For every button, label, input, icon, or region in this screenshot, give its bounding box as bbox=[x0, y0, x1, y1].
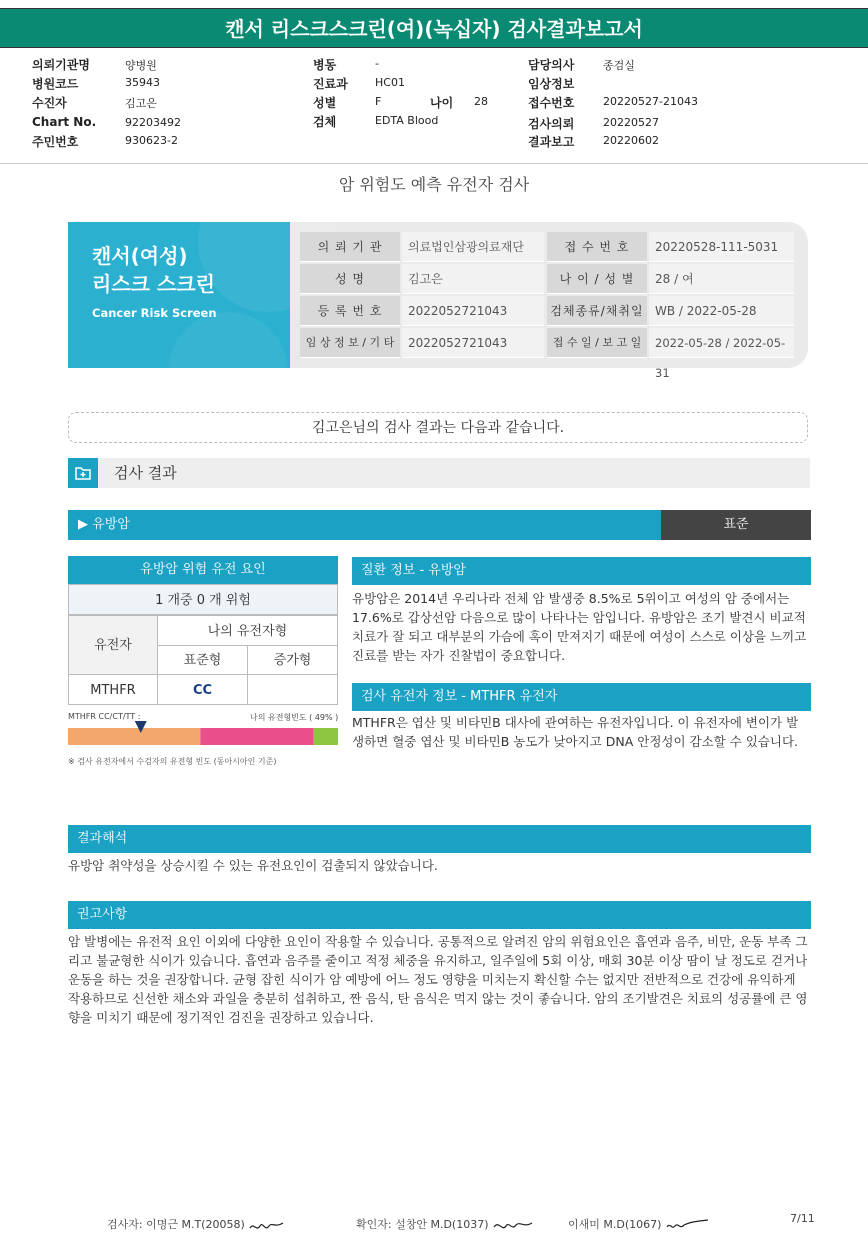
card-brand bbox=[68, 222, 290, 368]
value-hospital: 양병원 bbox=[125, 59, 157, 72]
disease-info-text: 유방암은 2014년 우리나라 전체 암 발생중 8.5%로 5위이고 여성의 암 중에서는 17.6%로 갑상선암 다음으로 많이 나타나는 암입니다. 유방암은 조기 발견시 비교적 치료가 잘 되고 대부분의 가슴에 혹이 만져지기 때문에 여성이 스스로 이상을 느끼고 진료를 받는 자가 진찰법이 중요합니다. bbox=[352, 591, 807, 663]
label-sex: 성별 bbox=[313, 96, 337, 110]
card-key: 나 이 / 성 별 bbox=[547, 264, 647, 294]
label-chart-no: Chart No. bbox=[32, 115, 97, 129]
recommendation-text: 암 발병에는 유전적 요인 이외에 다양한 요인이 작용할 수 있습니다. 공통적으로 알려진 암의 위험요인은 흡연과 음주, 비만, 운동 부족 그리고 불균형한 식이가 있습니다. 흡연과 음주를 줄이고 적정 체중을 유지하고, 일주일에 5회 이상, 매회 30분 이상 땀이 날 정도로 걷거나 운동을 하는 것을 권장합니다. 균형 잡힌 식이가 암 예방에 어느 정도 영향을 미치는지 확신할 수는 없지만 전반적으로 건강에 유익하게 작용하므로 신선한 채소와 과일을 충분히 섭취하고, 짠 음식, 탄 음식은 먹지 않는 것이 좋습니다. 암의 조기발견은 치료의 성공률에 큰 영향을 미치기 때문에 정기적인 검진을 권장하고 있습니다. bbox=[68, 934, 808, 1025]
doctor2-signature: 이새미 M.D(1067) bbox=[568, 1216, 711, 1232]
interpretation-text: 유방암 취약성을 상승시킬 수 있는 유전요인이 검출되지 않았습니다. bbox=[68, 858, 438, 873]
risk-summary: 1 개중 0 개 위험 bbox=[68, 584, 338, 615]
value-age: 28 bbox=[474, 95, 488, 108]
tester-signature: 검사자: 이명근 M.T(20058) bbox=[107, 1216, 288, 1232]
card-value: 20220528-111-5031 bbox=[649, 232, 794, 262]
report-title: 캔서 리스크스크린(여)(녹십자) 검사결과보고서 bbox=[0, 8, 868, 48]
label-clinical-info: 임상정보 bbox=[528, 77, 575, 91]
disease-info-title: 질환 정보 - 유방암 bbox=[352, 557, 811, 585]
freq-segment bbox=[200, 728, 313, 745]
freq-segment bbox=[314, 728, 338, 745]
folder-icon bbox=[68, 458, 98, 488]
freq-segment bbox=[68, 728, 200, 745]
interpretation-title: 결과해석 bbox=[68, 825, 811, 853]
page-number: 7/11 bbox=[790, 1212, 815, 1225]
value-chart-no: 92203492 bbox=[125, 116, 181, 129]
value-department: HC01 bbox=[375, 76, 405, 89]
signature-icon bbox=[665, 1218, 711, 1232]
card-value: 의료법인삼광의료재단 bbox=[402, 232, 544, 262]
card-value: 2022052721043 bbox=[402, 328, 544, 358]
card-key: 접 수 일 / 보 고 일 bbox=[547, 328, 647, 358]
gene-info-title: 검사 유전자 정보 - MTHFR 유전자 bbox=[352, 683, 811, 711]
label-ward: 병동 bbox=[313, 58, 337, 72]
freq-left-label: MTHFR CC/CT/TT : bbox=[68, 712, 141, 721]
value-hospital-code: 35943 bbox=[125, 76, 160, 89]
label-age: 나이 bbox=[430, 96, 454, 110]
label-request-date: 검사의뢰 bbox=[528, 117, 575, 131]
section-header bbox=[68, 458, 810, 488]
intro-box: 김고은님의 검사 결과는 다음과 같습니다. bbox=[68, 412, 808, 443]
gene-header: 유전자 bbox=[68, 615, 158, 675]
card-value: 28 / 여 bbox=[649, 264, 794, 294]
standard-value: CC bbox=[157, 674, 248, 705]
label-specimen: 검체 bbox=[313, 115, 337, 129]
card-value: 김고은 bbox=[402, 264, 544, 294]
page-subtitle: 암 위험도 예측 유전자 검사 bbox=[338, 175, 530, 194]
card-title: 캔서(여성) 리스크 스크린 bbox=[92, 244, 215, 296]
gene-info-text: MTHFR은 엽산 및 비타민B 대사에 관여하는 유전자입니다. 이 유전자에 변이가 발생하면 혈중 엽산 및 비타민B 농도가 낮아지고 DNA 안정성이 감소할 수 있습니다. bbox=[352, 715, 799, 749]
value-resident-no: 930623-2 bbox=[125, 134, 178, 147]
value-patient: 김고은 bbox=[125, 97, 157, 110]
label-hospital: 의뢰기관명 bbox=[32, 58, 90, 72]
label-patient: 수진자 bbox=[32, 96, 67, 110]
value-request-date: 20220527 bbox=[603, 116, 659, 129]
card-value: WB / 2022-05-28 bbox=[649, 296, 794, 326]
label-report-date: 결과보고 bbox=[528, 135, 575, 149]
section-title: 검사 결과 bbox=[114, 464, 177, 482]
card-value: 2022-05-28 / 2022-05-31 bbox=[649, 328, 794, 358]
card-key: 성 명 bbox=[300, 264, 400, 294]
gene-name: MTHFR bbox=[68, 674, 158, 705]
cancer-bar: ▶ 유방암 bbox=[68, 510, 661, 540]
freq-right-label: 나의 유전형빈도 ( 49% ) bbox=[250, 713, 339, 722]
recommendation-title: 권고사항 bbox=[68, 901, 811, 929]
genotype-header: 나의 유전자형 bbox=[157, 615, 338, 646]
label-department: 진료과 bbox=[313, 77, 348, 91]
risk-table-title: 유방암 위험 유전 요인 bbox=[68, 556, 338, 584]
card-key: 등 록 번 호 bbox=[300, 296, 400, 326]
card-key: 의 뢰 기 관 bbox=[300, 232, 400, 262]
value-ward: - bbox=[375, 57, 379, 70]
increased-header: 증가형 bbox=[247, 645, 338, 675]
value-report-date: 20220602 bbox=[603, 134, 659, 147]
value-sex: F bbox=[375, 95, 382, 108]
value-receipt-no: 20220527-21043 bbox=[603, 95, 698, 108]
signature-icon bbox=[248, 1218, 288, 1232]
freq-bar bbox=[68, 720, 338, 746]
label-receipt-no: 접수번호 bbox=[528, 96, 575, 110]
confirmer-signature: 확인자: 설창안 M.D(1037) bbox=[356, 1216, 536, 1232]
status-badge: 표준 bbox=[661, 510, 811, 540]
card-value: 2022052721043 bbox=[402, 296, 544, 326]
card-key: 접 수 번 호 bbox=[547, 232, 647, 262]
card-key: 검체종류/채취일 bbox=[547, 296, 647, 326]
signature-icon bbox=[492, 1218, 536, 1232]
info-card bbox=[68, 222, 808, 380]
standard-header: 표준형 bbox=[157, 645, 248, 675]
card-key: 임 상 정 보 / 기 타 bbox=[300, 328, 400, 358]
value-doctor: 종검실 bbox=[603, 59, 635, 72]
label-resident-no: 주민번호 bbox=[32, 135, 79, 149]
freq-note: ※ 검사 유전자에서 수검자의 유전형 빈도 (동아시아인 기준) bbox=[68, 757, 277, 766]
label-hospital-code: 병원코드 bbox=[32, 77, 79, 91]
label-doctor: 담당의사 bbox=[528, 58, 575, 72]
increased-value bbox=[247, 674, 338, 705]
value-specimen: EDTA Blood bbox=[375, 114, 439, 127]
card-title-en: Cancer Risk Screen bbox=[92, 306, 217, 320]
divider bbox=[0, 163, 868, 164]
